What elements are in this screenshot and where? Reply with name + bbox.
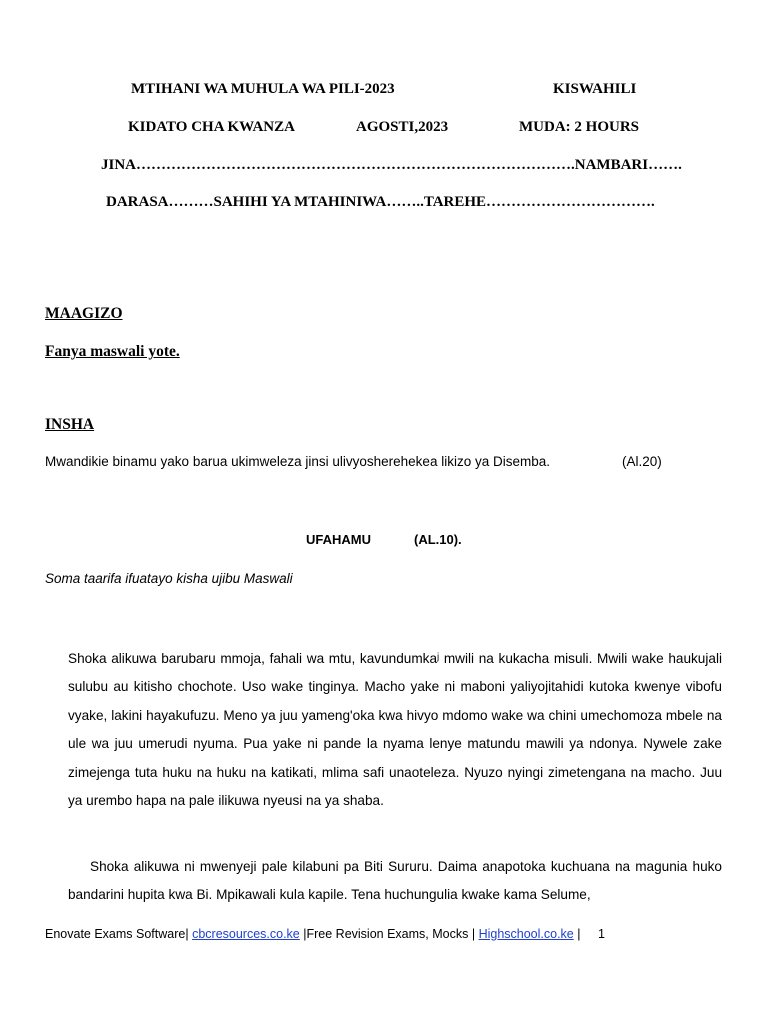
footer-middle-text: |Free Revision Exams, Mocks |: [303, 927, 476, 941]
subject-label: KISWAHILI: [553, 81, 637, 97]
name-number-line: JINA…………………………………………………………………………….NAMBARI…….: [101, 157, 682, 173]
passage-paragraph-1: Shoka alikuwa barubaru mmoja, fahali wa mtu, kavundumkaʲ mwili na kukacha misuli. Mwili wake haukujali sulubu au kitisho chochote. Uso wake tinginya. Macho yake ni maboni yaliyojitahidi kutoka kwenye vibofu vyake, lakini hayakufuzu. Meno ya juu yameng'oka kwa hivyo mdomo wake wa chini umechomoza mbele na ule wa juu umerudi nyuma. Pua yake ni pande la nyama lenye matundu mawili ya ndonya. Nywele zake zimejenga tuta huku na huku na katikati, mlima safi unaoteleza. Nyuzo nyingi zimetengana na macho. Juu ya urembo hapa na pale ilikuwa nyeusi na ya shaba.: [68, 651, 722, 809]
insha-heading: INSHA: [45, 416, 95, 433]
instructions-text: Fanya maswali yote.: [45, 343, 180, 360]
ufahamu-instruction: Soma taarifa ifuatayo kisha ujibu Maswali: [45, 571, 293, 586]
form-label: KIDATO CHA KWANZA: [128, 119, 295, 135]
footer-software: Enovate Exams Software|: [45, 927, 189, 941]
insha-marks: (Al.20): [622, 454, 662, 469]
page-number: 1: [597, 927, 605, 941]
ufahamu-heading: UFAHAMU: [306, 532, 371, 547]
exam-date: AGOSTI,2023: [356, 119, 449, 135]
footer-link-highschool[interactable]: Highschool.co.ke: [478, 927, 574, 941]
passage-paragraph-2: Shoka alikuwa ni mwenyeji pale kilabuni pa Biti Sururu. Daima anapotoka kuchuana na magunia huko bandarini hupita kwa Bi. Mpikawali kula kapile. Tena huchungulia kwake kama Selume,: [68, 859, 722, 903]
instructions-heading: MAAGIZO: [45, 305, 123, 322]
page-footer: [45, 927, 605, 941]
exam-duration: MUDA: 2 HOURS: [519, 119, 639, 135]
insha-question: Mwandikie binamu yako barua ukimweleza jinsi ulivyosherehekea likizo ya Disemba.: [45, 454, 550, 469]
ufahamu-marks: (AL.10).: [414, 532, 462, 547]
class-signature-date-line: DARASA………SAHIHI YA MTAHINIWA……..TAREHE…………………………….: [106, 194, 655, 210]
footer-separator: |: [577, 927, 581, 941]
footer-link-cbcresources[interactable]: cbcresources.co.ke: [192, 927, 300, 941]
exam-title: MTIHANI WA MUHULA WA PILI-2023: [131, 81, 395, 97]
